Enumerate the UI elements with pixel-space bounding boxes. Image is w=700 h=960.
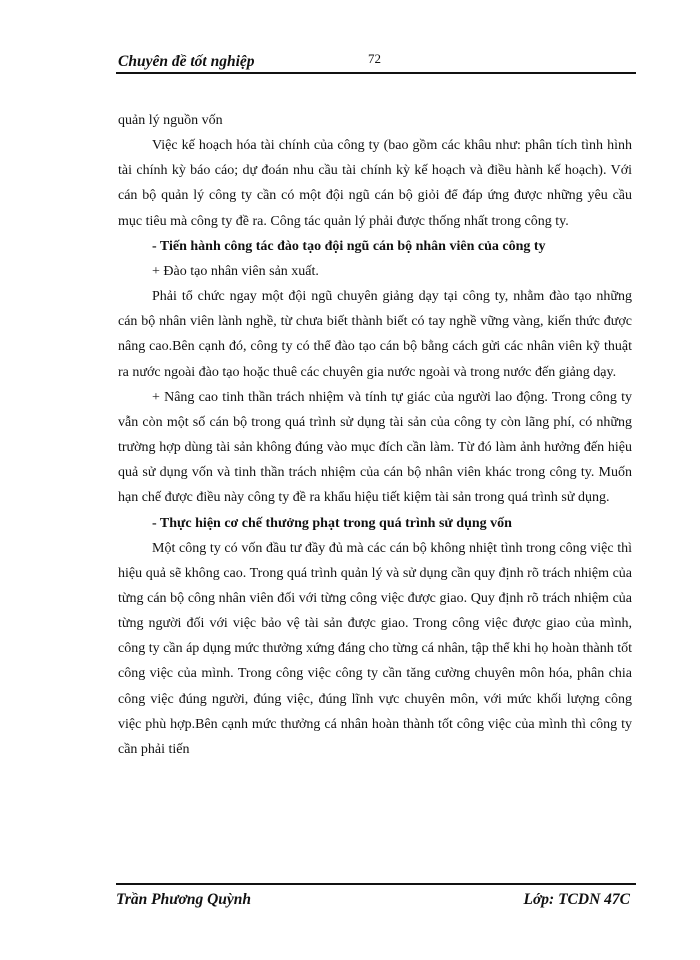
paragraph-training-team: Phải tổ chức ngay một đội ngũ chuyên giảng dạy tại công ty, nhằm đào tạo những cán bộ nhân viên lành nghề, từ chưa biết thành biết có tay nghề vững vàng, kiến thức được nâng cao.Bên cạnh đó, công ty có thể đào tạo cán bộ bằng cách gửi các nhân viên kỹ thuật ra nước ngoài đào tạo hoặc thuê các chuyên gia nước ngoài và trong nước đến giảng dạy.	[118, 289, 632, 380]
paragraph-responsibility: + Nâng cao tinh thần trách nhiệm và tính tự giác của người lao động. Trong công ty vẫn còn một số cán bộ trong quá trình sử dụng tài sản của công ty còn lãng phí, có những trường hợp dùng tài sản không đúng vào mục đích cần làm. Từ đó làm ảnh hưởng đến hiệu quả sử dụng vốn và tinh thần trách nhiệm của cán bộ nhân viên khác trong công ty. Muốn hạn chế được điều này công ty đề ra khẩu hiệu tiết kiệm tài sản trong quá trình sử dụng.	[118, 389, 632, 506]
page-body	[118, 108, 632, 762]
author-name: Trần Phương Quỳnh	[116, 891, 252, 908]
section-heading-training: - Tiến hành công tác đào tạo đội ngũ cán bộ nhân viên của công ty	[152, 238, 546, 254]
paragraph-rewards: Một công ty có vốn đầu tư đầy đủ mà các cán bộ không nhiệt tình trong công việc thì hiệu quả sẽ không cao. Trong quá trình quản lý và sử dụng cần quy định rõ trách nhiệm của từng cán bộ công nhân viên đối với từng công việc được giao. Quy định rõ trách nhiệm của từng người đối với việc bảo vệ tài sản được giao. Trong công việc được giao của mình, công ty cần áp dụng mức thưởng xứng đáng cho từng cá nhân, tập thể khi họ hoàn thành tốt công việc của mình. Trong công việc công ty cần tăng cường chuyên môn hóa, phân chia công việc đúng người, đúng việc, đúng lĩnh vực chuyên môn, với mức khối lượng công việc phù hợp.Bên cạnh mức thưởng cá nhân hoàn thành tốt công việc của mình thì công ty cần phải tiến	[118, 540, 632, 757]
paragraph-continuation: quản lý nguồn vốn	[118, 113, 223, 128]
document-title: Chuyên đề tốt nghiệp	[118, 53, 255, 70]
header-divider	[116, 72, 636, 74]
subsection-production-staff: + Đào tạo nhân viên sản xuất.	[152, 263, 319, 279]
page-footer	[116, 883, 636, 909]
class-label: Lớp: TCDN 47C	[523, 891, 630, 908]
page-header	[116, 48, 636, 74]
page-number: 72	[368, 51, 381, 66]
paragraph-financial-planning: Việc kế hoạch hóa tài chính của công ty (bao gồm các khâu như: phân tích tình hình tài chính kỳ báo cáo; dự đoán nhu cầu tài chính kỳ kế hoạch và điều hành kế hoạch). Với cán bộ quản lý công ty cần có một đội ngũ cán bộ giỏi để đáp ứng được những yêu cầu mục tiêu mà công ty đề ra. Công tác quản lý phải được thống nhất trong công ty.	[118, 138, 632, 229]
section-heading-rewards: - Thực hiện cơ chế thưởng phạt trong quá trình sử dụng vốn	[152, 515, 512, 531]
